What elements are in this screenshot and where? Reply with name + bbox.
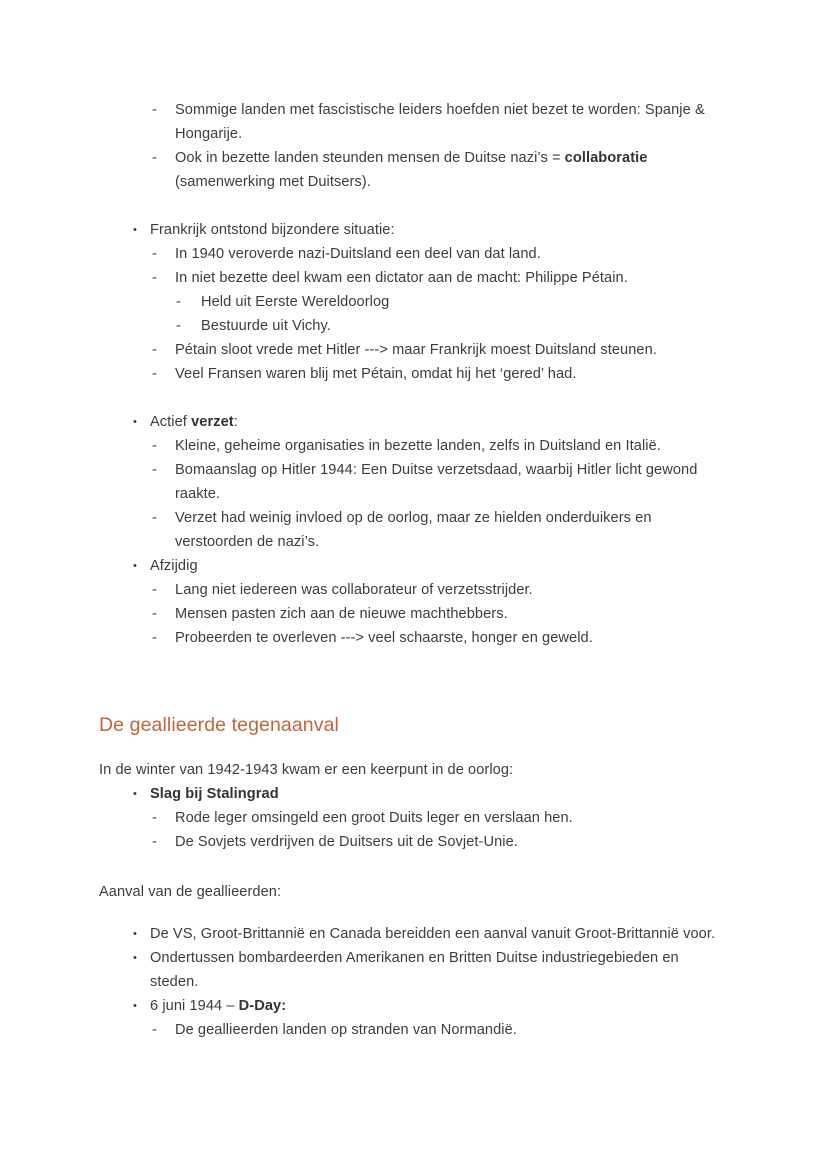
spacer: [99, 194, 724, 218]
list-item-text: [175, 578, 724, 602]
list-item-text: [150, 946, 724, 994]
list-item-text: [175, 146, 724, 194]
list-item-text: [175, 806, 724, 830]
list-item-text: [201, 314, 724, 338]
dash-icon: -: [152, 366, 157, 382]
list-item-text: [175, 362, 724, 386]
list-item: [99, 314, 724, 338]
text-run: Pétain sloot vrede met Hitler ---> maar Frankrijk moest Duitsland steunen.: [175, 342, 657, 358]
dash-icon: -: [152, 810, 157, 826]
bullet-icon: •: [133, 788, 137, 800]
list-item: [99, 146, 724, 194]
list-item-text: [201, 290, 724, 314]
spacer: [99, 386, 724, 410]
emphasis-text: D-Day:: [238, 998, 287, 1014]
text-run: Verzet had weinig invloed op de oorlog, maar ze hielden onderduikers en verstoorden de nazi’s.: [175, 510, 652, 550]
spacer: [99, 738, 724, 758]
text-run: In niet bezette deel kwam een dictator aan de macht: Philippe Pétain.: [175, 270, 628, 286]
text-run: Bomaanslag op Hitler 1944: Een Duitse verzetsdaad, waarbij Hitler licht gewond raakte.: [175, 462, 698, 502]
list-item-text: [150, 994, 724, 1018]
list-block-occupation-notes: [99, 98, 724, 194]
text-run: De VS, Groot-Brittannië en Canada bereidden een aanval vanuit Groot-Brittannië voor.: [150, 926, 716, 942]
dash-icon: -: [176, 294, 181, 310]
text-run: In 1940 veroverde nazi-Duitsland een deel van dat land.: [175, 246, 541, 262]
list-item: [99, 782, 724, 806]
text-run: Frankrijk ontstond bijzondere situatie:: [150, 222, 395, 238]
dash-icon: -: [152, 462, 157, 478]
text-run: Lang niet iedereen was collaborateur of verzetsstrijder.: [175, 582, 533, 598]
list-block-frankrijk: [99, 218, 724, 386]
text-run: Sommige landen met fascistische leiders hoefden niet bezet te worden: Spanje & Hongarije.: [175, 102, 705, 142]
list-block-verzet-afzijdig: [99, 410, 724, 650]
list-item: [99, 1018, 724, 1042]
intro-paragraph: In de winter van 1942-1943 kwam er een keerpunt in de oorlog:: [99, 762, 514, 778]
list-item-text: [175, 242, 724, 266]
text-run: Kleine, geheime organisaties in bezette landen, zelfs in Duitsland en Italië.: [175, 438, 661, 454]
dash-icon: -: [152, 102, 157, 118]
dash-icon: -: [152, 510, 157, 526]
text-run: Held uit Eerste Wereldoorlog: [201, 294, 390, 310]
text-run: Afzijdig: [150, 558, 198, 574]
bullet-icon: •: [133, 1000, 137, 1012]
list-item-text: [175, 830, 724, 854]
dash-icon: -: [152, 630, 157, 646]
dash-icon: -: [152, 582, 157, 598]
spacer: [99, 904, 724, 922]
list-item: [99, 266, 724, 290]
list-item: [99, 806, 724, 830]
list-item: [99, 830, 724, 854]
text-run: De geallieerden landen op stranden van Normandië.: [175, 1022, 517, 1038]
list-item-text: [175, 434, 724, 458]
dash-icon: -: [152, 834, 157, 850]
list-item: [99, 458, 724, 506]
list-item-text: [150, 782, 724, 806]
list-item: [99, 98, 724, 146]
list-item-text: [175, 266, 724, 290]
text-run: Veel Fransen waren blij met Pétain, omdat hij het ‘gered’ had.: [175, 366, 577, 382]
text-run: (samenwerking met Duitsers).: [175, 174, 371, 190]
text-run: Bestuurde uit Vichy.: [201, 318, 331, 334]
list-item-text: [175, 458, 724, 506]
list-item-text: [150, 922, 724, 946]
section-heading: De geallieerde tegenaanval: [99, 714, 339, 736]
list-item-text: [175, 626, 724, 650]
list-item: [99, 578, 724, 602]
list-item: [99, 410, 724, 434]
text-run: Ook in bezette landen steunden mensen de Duitse nazi’s =: [175, 150, 565, 166]
list-item: [99, 602, 724, 626]
list-item: [99, 922, 724, 946]
dash-icon: -: [152, 270, 157, 286]
spacer: [99, 854, 724, 880]
list-item: [99, 290, 724, 314]
list-item: [99, 554, 724, 578]
text-run: Actief: [150, 414, 192, 430]
text-run: 6 juni 1944 –: [150, 998, 239, 1014]
bullet-icon: •: [133, 952, 137, 964]
list-item: [99, 362, 724, 386]
list-item: [99, 994, 724, 1018]
list-item: [99, 506, 724, 554]
list-item-text: [175, 98, 724, 146]
list-item: [99, 626, 724, 650]
aanval-paragraph: Aanval van de geallieerden:: [99, 884, 282, 900]
bullet-icon: •: [133, 928, 137, 940]
emphasis-text: verzet: [191, 414, 234, 430]
text-run: Ondertussen bombardeerden Amerikanen en Britten Duitse industriegebieden en steden.: [150, 950, 679, 990]
list-item-text: [150, 554, 724, 578]
emphasis-text: Slag bij Stalingrad: [150, 786, 279, 802]
list-item-text: [175, 338, 724, 362]
document-content: [99, 98, 724, 1042]
list-block-aanval: [99, 922, 724, 1042]
list-item-text: [175, 602, 724, 626]
dash-icon: -: [152, 150, 157, 166]
emphasis-text: collaboratie: [564, 150, 648, 166]
spacer-large: [99, 650, 724, 712]
dash-icon: -: [152, 606, 157, 622]
text-run: De Sovjets verdrijven de Duitsers uit de Sovjet-Unie.: [175, 834, 518, 850]
list-item: [99, 946, 724, 994]
text-run: Mensen pasten zich aan de nieuwe machthebbers.: [175, 606, 508, 622]
dash-icon: -: [152, 342, 157, 358]
list-item: [99, 434, 724, 458]
list-item-text: [175, 506, 724, 554]
list-item-text: [150, 410, 724, 434]
list-item: [99, 338, 724, 362]
dash-icon: -: [176, 318, 181, 334]
text-run: Rode leger omsingeld een groot Duits leger en verslaan hen.: [175, 810, 573, 826]
dash-icon: -: [152, 1022, 157, 1038]
list-block-stalingrad: [99, 782, 724, 854]
text-run: Probeerden te overleven ---> veel schaarste, honger en geweld.: [175, 630, 593, 646]
list-item: [99, 218, 724, 242]
list-item-text: [175, 1018, 724, 1042]
bullet-icon: •: [133, 224, 137, 236]
text-run: :: [233, 414, 238, 430]
dash-icon: -: [152, 438, 157, 454]
list-item-text: [150, 218, 724, 242]
bullet-icon: •: [133, 416, 137, 428]
list-item: [99, 242, 724, 266]
dash-icon: -: [152, 246, 157, 262]
bullet-icon: •: [133, 560, 137, 572]
